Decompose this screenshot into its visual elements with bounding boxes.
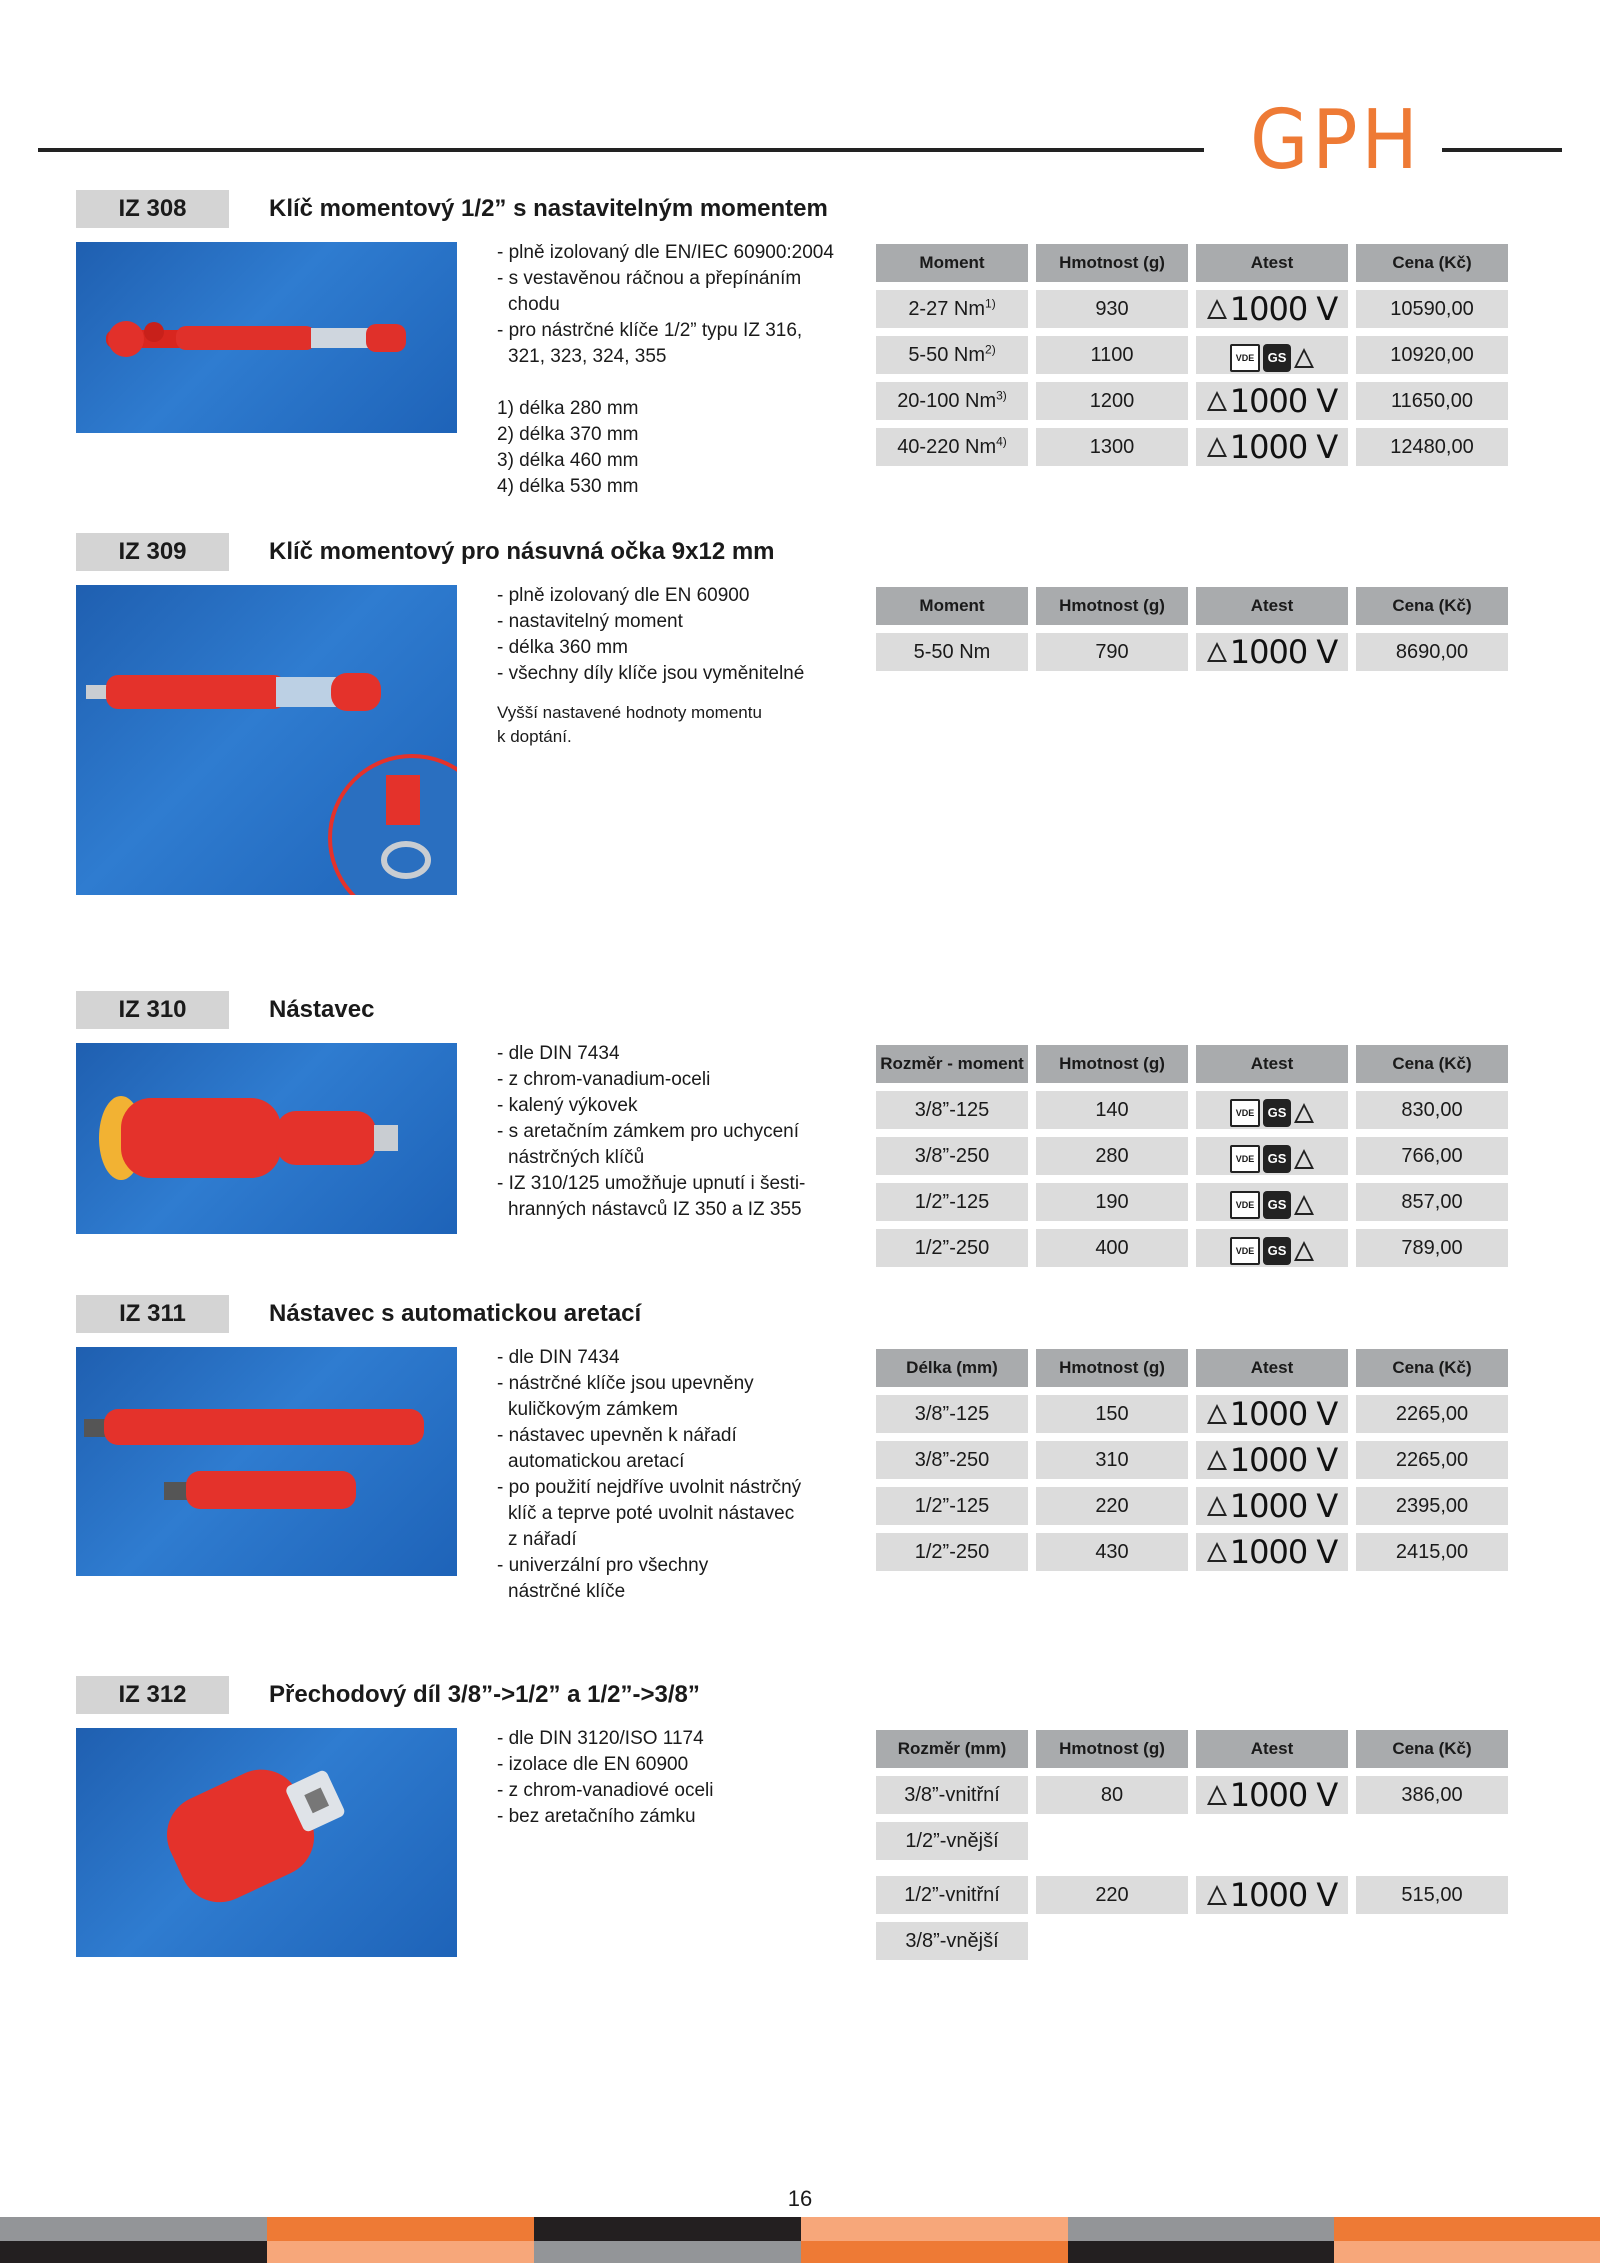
table-row bbox=[876, 1776, 1508, 1814]
desc-line: - nastavitelný moment bbox=[497, 611, 683, 632]
price-cell: 857,00 bbox=[1356, 1183, 1508, 1221]
atest-cell: 1000 V bbox=[1196, 382, 1348, 420]
atest-cell: 1000 V bbox=[1196, 1487, 1348, 1525]
desc-line: - dle DIN 7434 bbox=[497, 1043, 620, 1064]
table-header bbox=[876, 1349, 1508, 1387]
desc-line: - z chrom-vanadiové oceli bbox=[497, 1780, 714, 1801]
product-code: IZ 312 bbox=[76, 1676, 229, 1714]
header-cell: Moment bbox=[876, 587, 1028, 625]
product-description bbox=[497, 1345, 857, 1605]
weight-cell: 190 bbox=[1036, 1183, 1188, 1221]
price-cell: 2395,00 bbox=[1356, 1487, 1508, 1525]
atest-cell: 1000 V bbox=[1196, 1395, 1348, 1433]
header-cell: Hmotnost (g) bbox=[1036, 1045, 1188, 1083]
desc-line: nástrčných klíčů bbox=[508, 1147, 645, 1168]
size-cell: 3/8”-vnitřní bbox=[876, 1776, 1028, 1814]
desc-line: 321, 323, 324, 355 bbox=[508, 346, 667, 367]
product-title: Klíč momentový pro násuvná očka 9x12 mm bbox=[269, 538, 775, 565]
vde-mark-icon: VDE bbox=[1230, 1099, 1260, 1127]
weight-cell: 400 bbox=[1036, 1229, 1188, 1267]
price-cell: 766,00 bbox=[1356, 1137, 1508, 1175]
atest-cell bbox=[1196, 1229, 1348, 1267]
table-row bbox=[876, 336, 1508, 374]
weight-cell: 80 bbox=[1036, 1776, 1188, 1814]
price-cell: 12480,00 bbox=[1356, 428, 1508, 466]
warning-triangle-icon bbox=[1207, 1450, 1227, 1470]
desc-line: - s aretačním zámkem pro uchycení bbox=[497, 1121, 799, 1142]
desc-line: z nářadí bbox=[508, 1529, 577, 1550]
price-cell: 2415,00 bbox=[1356, 1533, 1508, 1571]
desc-line: - IZ 310/125 umožňuje upnutí i šesti- bbox=[497, 1173, 806, 1194]
table-header bbox=[876, 1730, 1508, 1768]
warning-triangle-icon bbox=[1207, 1542, 1227, 1562]
desc-line: kuličkovým zámkem bbox=[508, 1399, 678, 1420]
gs-mark-icon: GS bbox=[1263, 1237, 1291, 1265]
gs-mark-icon: GS bbox=[1263, 1191, 1291, 1219]
weight-cell: 140 bbox=[1036, 1091, 1188, 1129]
price-cell: 789,00 bbox=[1356, 1229, 1508, 1267]
gs-mark-icon: GS bbox=[1263, 1145, 1291, 1173]
table-row bbox=[876, 1533, 1508, 1571]
weight-cell: 220 bbox=[1036, 1876, 1188, 1914]
table-row bbox=[876, 290, 1508, 328]
moment-cell: 40-220 Nm$^{4)}$ bbox=[876, 428, 1028, 466]
desc-line: - univerzální pro všechny bbox=[497, 1555, 709, 1576]
desc-line: chodu bbox=[508, 294, 560, 315]
length-cell: 3/8”-125 bbox=[876, 1395, 1028, 1433]
product-photo bbox=[76, 585, 457, 895]
desc-line: automatickou aretací bbox=[508, 1451, 685, 1472]
header-rule-left bbox=[38, 148, 1204, 152]
header-cell: Hmotnost (g) bbox=[1036, 587, 1188, 625]
header-cell: Atest bbox=[1196, 1349, 1348, 1387]
atest-cell: 1000 V bbox=[1196, 1441, 1348, 1479]
vde-mark-icon: VDE bbox=[1230, 1145, 1260, 1173]
note-line: k doptání. bbox=[497, 727, 572, 746]
table-row bbox=[876, 1229, 1508, 1267]
price-cell: 2265,00 bbox=[1356, 1395, 1508, 1433]
torque-wrench-image bbox=[76, 585, 457, 895]
warning-triangle-icon bbox=[1294, 1103, 1314, 1123]
header-cell: Cena (Kč) bbox=[1356, 1349, 1508, 1387]
product-code: IZ 309 bbox=[76, 533, 229, 571]
product-code: IZ 308 bbox=[76, 190, 229, 228]
header-cell: Moment bbox=[876, 244, 1028, 282]
header-cell: Rozměr (mm) bbox=[876, 1730, 1028, 1768]
table-row bbox=[876, 382, 1508, 420]
header-cell: Délka (mm) bbox=[876, 1349, 1028, 1387]
adapter-image bbox=[76, 1728, 457, 1957]
table-row bbox=[876, 1137, 1508, 1175]
atest-cell bbox=[1196, 336, 1348, 374]
price-cell: 8690,00 bbox=[1356, 633, 1508, 671]
warning-triangle-icon bbox=[1207, 642, 1227, 662]
desc-line: - plně izolovaný dle EN 60900 bbox=[497, 585, 750, 606]
page-number: 16 bbox=[787, 2186, 813, 2211]
atest-cell bbox=[1196, 1137, 1348, 1175]
vde-mark-icon: VDE bbox=[1230, 1191, 1260, 1219]
length-cell: 3/8”-250 bbox=[876, 1441, 1028, 1479]
desc-line: - nástrčné klíče jsou upevněny bbox=[497, 1373, 754, 1394]
weight-cell: 150 bbox=[1036, 1395, 1188, 1433]
header-cell: Rozměr - moment bbox=[876, 1045, 1028, 1083]
header-cell: Cena (Kč) bbox=[1356, 244, 1508, 282]
weight-cell: 310 bbox=[1036, 1441, 1188, 1479]
price-cell: 10590,00 bbox=[1356, 290, 1508, 328]
price-cell: 2265,00 bbox=[1356, 1441, 1508, 1479]
product-photo bbox=[76, 1728, 457, 1957]
header-cell: Atest bbox=[1196, 1730, 1348, 1768]
table-row bbox=[876, 1922, 1028, 1960]
product-description bbox=[497, 1726, 857, 1830]
header-cell: Atest bbox=[1196, 244, 1348, 282]
header-cell: Hmotnost (g) bbox=[1036, 244, 1188, 282]
desc-line: 3) délka 460 mm bbox=[497, 450, 639, 471]
product-code: IZ 310 bbox=[76, 991, 229, 1029]
size-cell: 1/2”-vnitřní bbox=[876, 1876, 1028, 1914]
size-cell: 1/2”-250 bbox=[876, 1229, 1028, 1267]
price-cell: 10920,00 bbox=[1356, 336, 1508, 374]
moment-cell: 20-100 Nm$^{3)}$ bbox=[876, 382, 1028, 420]
size-cell: 1/2”-vnější bbox=[876, 1822, 1028, 1860]
table-row bbox=[876, 1487, 1508, 1525]
table-header bbox=[876, 244, 1508, 282]
desc-line: - po použití nejdříve uvolnit nástrčný bbox=[497, 1477, 802, 1498]
price-cell: 386,00 bbox=[1356, 1776, 1508, 1814]
price-cell: 515,00 bbox=[1356, 1876, 1508, 1914]
header-cell: Hmotnost (g) bbox=[1036, 1730, 1188, 1768]
desc-line: - kalený výkovek bbox=[497, 1095, 638, 1116]
desc-spacer bbox=[497, 370, 857, 396]
size-cell: 1/2”-125 bbox=[876, 1183, 1028, 1221]
gs-mark-icon: GS bbox=[1263, 344, 1291, 372]
extension-image bbox=[76, 1347, 457, 1576]
moment-cell: 5-50 Nm$^{2)}$ bbox=[876, 336, 1028, 374]
product-description bbox=[497, 1041, 857, 1223]
warning-triangle-icon bbox=[1294, 348, 1314, 368]
table-row bbox=[876, 1441, 1508, 1479]
header-cell: Hmotnost (g) bbox=[1036, 1349, 1188, 1387]
header-cell: Atest bbox=[1196, 1045, 1348, 1083]
atest-cell: 1000 V bbox=[1196, 1776, 1348, 1814]
table-row bbox=[876, 1822, 1028, 1860]
gph-logo: GPH bbox=[1250, 93, 1422, 188]
weight-cell: 790 bbox=[1036, 633, 1188, 671]
product-code: IZ 311 bbox=[76, 1295, 229, 1333]
note-line: Vyšší nastavené hodnoty momentu bbox=[497, 703, 762, 722]
weight-cell: 1200 bbox=[1036, 382, 1188, 420]
desc-line: - dle DIN 7434 bbox=[497, 1347, 620, 1368]
desc-line: - nástavec upevněn k nářadí bbox=[497, 1425, 737, 1446]
header-cell: Cena (Kč) bbox=[1356, 1045, 1508, 1083]
atest-cell bbox=[1196, 1091, 1348, 1129]
gs-mark-icon: GS bbox=[1263, 1099, 1291, 1127]
product-photo bbox=[76, 242, 457, 433]
atest-cell: 1000 V bbox=[1196, 1876, 1348, 1914]
size-cell: 3/8”-125 bbox=[876, 1091, 1028, 1129]
table-row bbox=[876, 1395, 1508, 1433]
desc-line: hranných nástavců IZ 350 a IZ 355 bbox=[508, 1199, 802, 1220]
weight-cell: 1100 bbox=[1036, 336, 1188, 374]
desc-line: - s vestavěnou ráčnou a přepínáním bbox=[497, 268, 802, 289]
price-cell: 830,00 bbox=[1356, 1091, 1508, 1129]
weight-cell: 1300 bbox=[1036, 428, 1188, 466]
vde-mark-icon: VDE bbox=[1230, 344, 1260, 372]
atest-cell: 1000 V bbox=[1196, 633, 1348, 671]
atest-cell bbox=[1196, 1183, 1348, 1221]
warning-triangle-icon bbox=[1207, 1496, 1227, 1516]
table-header bbox=[876, 587, 1508, 625]
desc-line: 4) délka 530 mm bbox=[497, 476, 639, 497]
warning-triangle-icon bbox=[1207, 1404, 1227, 1424]
desc-line: nástrčné klíče bbox=[508, 1581, 626, 1602]
desc-line: - plně izolovaný dle EN/IEC 60900:2004 bbox=[497, 242, 834, 263]
desc-line: - izolace dle EN 60900 bbox=[497, 1754, 689, 1775]
header-cell: Cena (Kč) bbox=[1356, 1730, 1508, 1768]
product-photo bbox=[76, 1043, 457, 1234]
vde-mark-icon: VDE bbox=[1230, 1237, 1260, 1265]
header-rule-right bbox=[1442, 148, 1562, 152]
atest-cell: 1000 V bbox=[1196, 290, 1348, 328]
price-cell: 11650,00 bbox=[1356, 382, 1508, 420]
warning-triangle-icon bbox=[1207, 437, 1227, 457]
desc-line: klíč a teprve poté uvolnit nástavec bbox=[508, 1503, 795, 1524]
table-row bbox=[876, 633, 1508, 671]
torque-wrench-image bbox=[76, 242, 457, 433]
product-title: Přechodový díl 3/8”->1/2” a 1/2”->3/8” bbox=[269, 1681, 700, 1708]
atest-cell: 1000 V bbox=[1196, 1533, 1348, 1571]
weight-cell: 430 bbox=[1036, 1533, 1188, 1571]
desc-line: - bez aretačního zámku bbox=[497, 1806, 696, 1827]
table-header bbox=[876, 1045, 1508, 1083]
header-cell: Atest bbox=[1196, 587, 1348, 625]
weight-cell: 280 bbox=[1036, 1137, 1188, 1175]
desc-line: - z chrom-vanadium-oceli bbox=[497, 1069, 711, 1090]
desc-line: 1) délka 280 mm bbox=[497, 398, 639, 419]
moment-cell: 5-50 Nm bbox=[876, 633, 1028, 671]
atest-cell: 1000 V bbox=[1196, 428, 1348, 466]
product-description bbox=[497, 583, 857, 749]
length-cell: 1/2”-250 bbox=[876, 1533, 1028, 1571]
desc-line: - všechny díly klíče jsou vyměnitelné bbox=[497, 663, 805, 684]
header-cell: Cena (Kč) bbox=[1356, 587, 1508, 625]
table-row bbox=[876, 1183, 1508, 1221]
desc-line: 2) délka 370 mm bbox=[497, 424, 639, 445]
warning-triangle-icon bbox=[1207, 391, 1227, 411]
length-cell: 1/2”-125 bbox=[876, 1487, 1028, 1525]
table-row bbox=[876, 428, 1508, 466]
warning-triangle-icon bbox=[1207, 1885, 1227, 1905]
table-row bbox=[876, 1091, 1508, 1129]
table-row bbox=[876, 1876, 1508, 1914]
product-photo bbox=[76, 1347, 457, 1576]
moment-cell: 2-27 Nm$^{1)}$ bbox=[876, 290, 1028, 328]
warning-triangle-icon bbox=[1294, 1241, 1314, 1261]
product-title: Nástavec s automatickou aretací bbox=[269, 1300, 642, 1327]
warning-triangle-icon bbox=[1207, 1785, 1227, 1805]
desc-line: - délka 360 mm bbox=[497, 637, 628, 658]
desc-line: - dle DIN 3120/ISO 1174 bbox=[497, 1728, 704, 1749]
weight-cell: 930 bbox=[1036, 290, 1188, 328]
size-cell: 3/8”-vnější bbox=[876, 1922, 1028, 1960]
size-cell: 3/8”-250 bbox=[876, 1137, 1028, 1175]
extension-image bbox=[76, 1043, 457, 1234]
product-title: Klíč momentový 1/2” s nastavitelným momentem bbox=[269, 195, 828, 222]
product-title: Nástavec bbox=[269, 996, 375, 1023]
warning-triangle-icon bbox=[1207, 299, 1227, 319]
product-description bbox=[497, 240, 857, 500]
weight-cell: 220 bbox=[1036, 1487, 1188, 1525]
warning-triangle-icon bbox=[1294, 1195, 1314, 1215]
desc-line: - pro nástrčné klíče 1/2” typu IZ 316, bbox=[497, 320, 803, 341]
warning-triangle-icon bbox=[1294, 1149, 1314, 1169]
